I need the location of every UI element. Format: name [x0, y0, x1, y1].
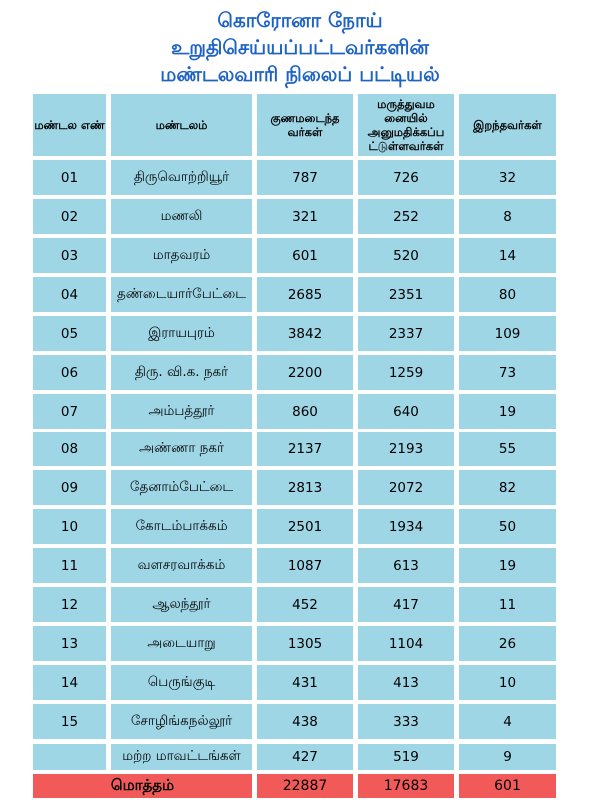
title-line-1: கொரோனா நோய் — [217, 8, 383, 32]
cell-zone-name: அண்ணா நகர் — [111, 432, 252, 466]
cell-zone-no: 03 — [33, 238, 106, 273]
cell-zone-no: 05 — [33, 316, 106, 351]
cell-hospitalized: 640 — [358, 394, 454, 429]
header-zone: மண்டலம் — [111, 94, 252, 156]
cell-zone-no: 13 — [33, 626, 106, 661]
cell-hospitalized: 1259 — [358, 355, 454, 390]
cell-zone-no: 14 — [33, 665, 106, 700]
cell-deaths: 73 — [459, 355, 556, 390]
cell-zone-no: 09 — [33, 470, 106, 505]
cell-recovered: 2685 — [257, 277, 353, 312]
cell-zone-no: 11 — [33, 548, 106, 583]
cell-hospitalized: 1104 — [358, 626, 454, 661]
cell-zone-name: மற்ற மாவட்டங்கள் — [111, 744, 252, 770]
cell-hospitalized: 519 — [358, 744, 454, 770]
cell-zone-name: கோடம்பாக்கம் — [111, 509, 252, 544]
cell-hospitalized: 333 — [358, 704, 454, 739]
cell-zone-name: அம்பத்தூர் — [111, 394, 252, 429]
header-zone-no: மண்டல எண் — [33, 94, 106, 156]
cell-hospitalized: 252 — [358, 199, 454, 234]
cell-deaths: 82 — [459, 470, 556, 505]
cell-recovered: 452 — [257, 587, 353, 622]
cell-zone-name: இராயபுரம் — [111, 316, 252, 351]
cell-deaths: 32 — [459, 160, 556, 195]
cell-zone-name: அடையாறு — [111, 626, 252, 661]
cell-recovered: 3842 — [257, 316, 353, 351]
cell-deaths: 9 — [459, 744, 556, 770]
cell-hospitalized: 726 — [358, 160, 454, 195]
cell-deaths: 14 — [459, 238, 556, 273]
cell-recovered: 1087 — [257, 548, 353, 583]
cell-deaths: 26 — [459, 626, 556, 661]
cell-recovered: 601 — [257, 238, 353, 273]
cell-deaths: 80 — [459, 277, 556, 312]
cell-zone-no: 01 — [33, 160, 106, 195]
cell-zone-name: வளசரவாக்கம் — [111, 548, 252, 583]
total-label: மொத்தம் — [33, 774, 252, 798]
cell-hospitalized: 1934 — [358, 509, 454, 544]
cell-hospitalized: 2193 — [358, 432, 454, 466]
title-line-3: மண்டலவாரி நிலைப் பட்டியல் — [160, 62, 440, 86]
cell-zone-no: 10 — [33, 509, 106, 544]
cell-deaths: 10 — [459, 665, 556, 700]
cell-recovered: 2501 — [257, 509, 353, 544]
cell-zone-name: சோழிங்கநல்லூர் — [111, 704, 252, 739]
cell-zone-no: 06 — [33, 355, 106, 390]
cell-zone-no: 15 — [33, 704, 106, 739]
title-line-2: உறுதிசெய்யப்பட்டவர்களின் — [171, 35, 429, 59]
cell-deaths: 8 — [459, 199, 556, 234]
cell-hospitalized: 417 — [358, 587, 454, 622]
cell-recovered: 438 — [257, 704, 353, 739]
cell-zone-no: 08 — [33, 432, 106, 466]
cell-recovered: 321 — [257, 199, 353, 234]
cell-recovered: 2200 — [257, 355, 353, 390]
cell-deaths: 50 — [459, 509, 556, 544]
cell-zone-no: 12 — [33, 587, 106, 622]
cell-zone-name: திரு. வி.க. நகர் — [111, 355, 252, 390]
cell-zone-name: தேனாம்பேட்டை — [111, 470, 252, 505]
cell-zone-no — [33, 744, 106, 770]
cell-zone-name: மாதவரம் — [111, 238, 252, 273]
cell-recovered: 860 — [257, 394, 353, 429]
cell-recovered: 431 — [257, 665, 353, 700]
cell-hospitalized: 2072 — [358, 470, 454, 505]
cell-recovered: 787 — [257, 160, 353, 195]
cell-zone-name: திருவொற்றியூர் — [111, 160, 252, 195]
cell-zone-no: 02 — [33, 199, 106, 234]
cell-recovered: 1305 — [257, 626, 353, 661]
cell-zone-name: ஆலந்தூர் — [111, 587, 252, 622]
cell-deaths: 4 — [459, 704, 556, 739]
cell-hospitalized: 520 — [358, 238, 454, 273]
cell-zone-no: 04 — [33, 277, 106, 312]
header-deaths: இறந்தவர்கள் — [459, 94, 556, 156]
total-deaths: 601 — [459, 774, 556, 798]
cell-zone-name: பெருங்குடி — [111, 665, 252, 700]
cell-recovered: 427 — [257, 744, 353, 770]
cell-deaths: 55 — [459, 432, 556, 466]
cell-hospitalized: 2351 — [358, 277, 454, 312]
header-recovered: குணமடைந்த வர்கள் — [257, 94, 353, 156]
total-hospitalized: 17683 — [358, 774, 454, 798]
total-recovered: 22887 — [257, 774, 353, 798]
cell-deaths: 11 — [459, 587, 556, 622]
cell-hospitalized: 2337 — [358, 316, 454, 351]
cell-hospitalized: 613 — [358, 548, 454, 583]
cell-deaths: 19 — [459, 548, 556, 583]
cell-recovered: 2137 — [257, 432, 353, 466]
cell-zone-no: 07 — [33, 394, 106, 429]
cell-zone-name: தண்டையார்பேட்டை — [111, 277, 252, 312]
cell-hospitalized: 413 — [358, 665, 454, 700]
cell-deaths: 19 — [459, 394, 556, 429]
header-hospitalized: மருத்துவம னையில் அனுமதிக்கப்ப ட்டுள்ளவர்கள் — [358, 94, 454, 156]
cell-deaths: 109 — [459, 316, 556, 351]
cell-zone-name: மணலி — [111, 199, 252, 234]
cell-recovered: 2813 — [257, 470, 353, 505]
